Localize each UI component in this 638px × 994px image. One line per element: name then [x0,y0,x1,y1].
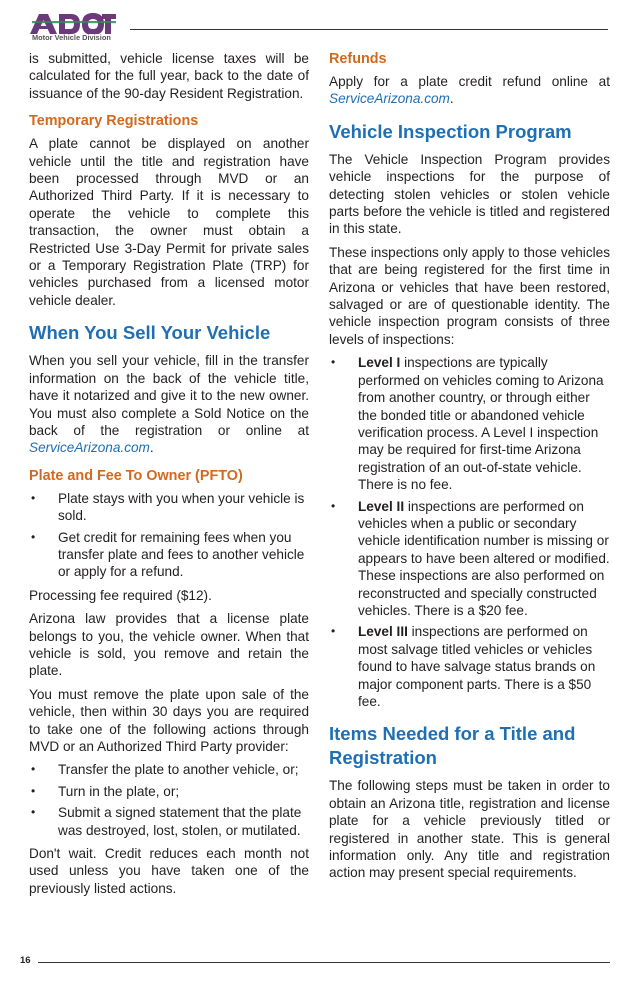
right-column [329,50,610,888]
list-item-text: Get credit for remaining fees when you transfer plate and fees to another vehicle or apply for a refund. [58,529,305,580]
items-needed-heading: Items Needed for a Title and Registration [329,723,576,769]
bullet-icon: • [31,762,36,777]
temporary-registrations-text: A plate cannot be displayed on another vehicle until the title and registration have been processed through MVD or an Authorized Third Party. If it is necessary to operate the vehicle to complete this transaction, the owner must obtain a Restricted Use 3-Day Permit for private sales or a Temporary Registration Plate (TRP) for vehicles purchased from a licensed motor vehicle dealer. [29,136,309,308]
list-item [29,529,309,581]
refunds-text: Apply for a plate credit refund online at ServiceArizona.com. [329,74,610,107]
bullet-icon: • [31,529,36,544]
page-footer [20,955,610,969]
service-arizona-link[interactable]: ServiceArizona.com [329,91,450,107]
bullet-icon: • [31,805,36,820]
adot-logo [30,12,126,42]
bullet-icon: • [331,355,336,370]
level-text: inspections are performed on most salvage titled vehicles or vehicles found to have salvage status brands on major component parts. There is a $50 fee. [358,624,596,709]
pfto-list [29,490,309,581]
level-text: inspections are typically performed on vehicles coming to Arizona from another country, or through either the bonded title or abandoned vehicle verification process. A Level I inspection may be required for first-time Arizona registration of an out-of-state vehicle. There is no fee. [358,355,604,493]
bullet-icon: • [331,624,336,639]
list-item [329,354,610,493]
inspection-levels-list [329,354,610,710]
list-item-text: Transfer the plate to another vehicle, or; [58,762,299,778]
list-item [29,783,309,800]
division-label: Motor Vehicle Division [32,33,111,42]
page-header [30,12,610,44]
page-number: 16 [20,955,31,966]
level-label: Level III [358,624,408,640]
processing-fee-text: Processing fee required ($12). [29,587,212,603]
level-text: inspections are performed on vehicles when a public or secondary vehicle identification number is missing or appears to have been altered or modified. These inspections are also performed on reconstructed and specially constructed vehicles. There is a $20 fee. [358,498,610,618]
refunds-body: Apply for a plate credit refund online at [329,74,610,89]
list-item [329,623,610,710]
service-arizona-link[interactable]: ServiceArizona.com [29,440,150,456]
sell-vehicle-body: When you sell your vehicle, fill in the transfer information on the back of the vehicle title, have it notarized and give it to the new owner. You must also complete a Sold Notice on the back of the registration or online at [29,353,309,438]
list-item [29,761,309,778]
list-item [329,498,610,620]
footer-divider [38,962,610,963]
temporary-registrations-heading: Temporary Registrations [29,113,199,130]
list-item [29,490,309,525]
arizona-law-text: Arizona law provides that a license plate belongs to you, the vehicle owner. When that vehicle is sold, you remove and retain the plate. [29,611,309,679]
list-item-text: Submit a signed statement that the plate was destroyed, lost, stolen, or mutilated. [58,805,302,838]
bullet-icon: • [31,490,36,505]
level-label: Level I [358,355,401,371]
inspection-scope-text: These inspections only apply to those vehicles that are being registered for the first time in Arizona or vehicles that have been restored, salvaged or are of questionable identity. The vehicle inspection program consists of three levels of inspections: [329,244,610,347]
dont-wait-text: Don't wait. Credit reduces each month not used unless you have taken one of the previously listed actions. [29,846,309,896]
sell-vehicle-text: When you sell your vehicle, fill in the transfer information on the back of the vehicle title, have it notarized and give it to the new owner. You must also complete a Sold Notice on the back of the registration or online at ServiceArizona.com. [29,353,309,456]
actions-list [29,761,309,839]
sell-vehicle-heading: When You Sell Your Vehicle [29,322,271,344]
header-divider [130,29,608,30]
pfto-heading: Plate and Fee To Owner (PFTO) [29,467,243,484]
adot-logo-icon [30,12,116,34]
items-needed-text: The following steps must be taken in order to obtain an Arizona title, registration and license plate for a vehicle previously titled or registered in another state. This is general information only. Any title and registration action may present special requirements. [329,778,610,881]
bullet-icon: • [31,783,36,798]
list-item [29,804,309,839]
list-item-text: Plate stays with you when your vehicle is sold. [58,490,305,524]
intro-paragraph: is submitted, vehicle license taxes will be calculated for the full year, back to the date of issuance of the 90-day Resident Registration. [29,51,309,101]
vehicle-inspection-heading: Vehicle Inspection Program [329,120,572,142]
refunds-heading: Refunds [329,51,387,67]
level-label: Level II [358,498,405,514]
left-column [29,50,309,903]
remove-plate-text: You must remove the plate upon sale of the vehicle, then within 30 days you are required to take one of the following actions through MVD or an Authorized Third Party provider: [29,686,309,754]
bullet-icon: • [331,498,336,513]
list-item-text: Turn in the plate, or; [58,783,180,799]
vehicle-inspection-text: The Vehicle Inspection Program provides vehicle inspections for the purpose of detecting stolen vehicles or stolen vehicle parts before the vehicle is titled and registered in this state. [329,151,610,237]
